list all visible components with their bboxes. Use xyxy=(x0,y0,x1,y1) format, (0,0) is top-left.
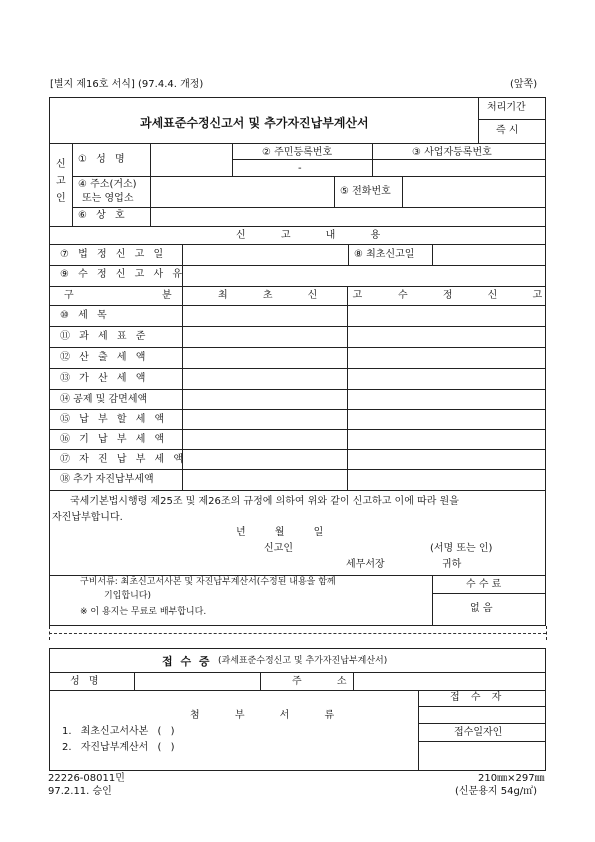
address-label-1: ④ 주소(거소) xyxy=(78,179,137,190)
cut-line xyxy=(49,633,546,634)
declaration-office: 세무서장 xyxy=(346,559,385,570)
footer-size: 210㎜×297㎜ xyxy=(478,773,545,784)
resident-number-dash: - xyxy=(298,163,302,174)
col-category-a: 구 xyxy=(64,290,74,301)
reason-label: ⑨ 수 정 신 고 사 유 xyxy=(60,269,185,280)
receipt-title: 접 수 증 xyxy=(162,655,212,668)
row-computed-tax: ⑫ 산 출 세 액 xyxy=(60,352,149,363)
row-tax-payable: ⑮ 납 부 할 세 액 xyxy=(60,414,168,425)
reporter-group-1: 신 xyxy=(56,159,66,170)
row-tax-paid: ⑯ 기 납 부 세 액 xyxy=(60,434,168,445)
receiver-label: 접 수 자 xyxy=(450,692,506,703)
footer-code: 22226-08011민 xyxy=(48,773,125,784)
resident-number-label: ② 주민등록번호 xyxy=(262,147,333,158)
receiver-seal-label: 접수일자인 xyxy=(454,727,503,738)
page-side-label: (앞쪽) xyxy=(510,79,538,90)
row-deduction: ⑭ 공제 및 감면세액 xyxy=(60,394,148,405)
footer-approved: 97.2.11. 승인 xyxy=(48,786,112,797)
form-title: 과세표준수정신고서 및 추가자진납부계산서 xyxy=(140,116,369,130)
processing-period-label: 처리기간 xyxy=(487,102,526,113)
documents-note: ※ 이 용지는 무료로 배부합니다. xyxy=(80,607,207,617)
documents-line-2: 기입합니다) xyxy=(104,591,151,601)
footer-paper: (신문용지 54g/㎡) xyxy=(455,786,538,797)
address-label-2: 또는 영업소 xyxy=(82,193,134,204)
attached-item-2: 2. 자진납부계산서 ( ) xyxy=(62,742,175,753)
processing-period-value: 즉 시 xyxy=(496,125,519,136)
reporter-group-2: 고 xyxy=(56,176,66,187)
name-label: ① 성 명 xyxy=(78,154,128,165)
declaration-date: 년 월 일 xyxy=(236,527,324,538)
row-additional-tax: ⑬ 가 산 세 액 xyxy=(60,373,149,384)
row-tax-base: ⑪ 과 세 표 준 xyxy=(60,331,149,342)
fee-value: 없 음 xyxy=(470,603,493,614)
reporter-group-3: 인 xyxy=(56,193,66,204)
business-number-label: ③ 사업자등록번호 xyxy=(412,147,492,158)
declaration-reporter: 신고인 xyxy=(264,543,293,554)
declaration-sign: (서명 또는 인) xyxy=(430,543,493,554)
row-additional-payment: ⑱ 추가 자진납부세액 xyxy=(60,474,154,485)
phone-label: ⑤ 전화번호 xyxy=(340,186,391,197)
attached-docs-label: 첨 부 서 류 xyxy=(190,710,351,721)
documents-line-1: 구비서류: 최초신고서사본 및 자진납부계산서(수정된 내용을 함께 xyxy=(80,577,336,587)
declaration-line-2: 자진납부합니다. xyxy=(52,512,123,523)
content-header: 신 고 내 용 xyxy=(236,230,397,241)
receipt-title-sub: (과세표준수정신고 및 추가자진납부계산서) xyxy=(218,656,388,666)
col-amended-report: 수 정 신 고 xyxy=(398,290,559,301)
declaration-line-1: 국세기본법시행령 제25조 및 제26조의 규정에 의하여 위와 같이 신고하고 이에 따라 원을 xyxy=(70,496,459,507)
receipt-name-label: 성 명 xyxy=(70,676,102,687)
col-initial-report: 최 초 신 고 xyxy=(218,290,379,301)
fee-label: 수 수 료 xyxy=(466,579,502,590)
receipt-address-label: 주 소 xyxy=(292,676,363,687)
col-category-b: 분 xyxy=(162,290,172,301)
trade-name-label: ⑥ 상 호 xyxy=(78,210,128,221)
legal-date-label: ⑦ 법 정 신 고 일 xyxy=(60,249,167,260)
row-self-payment: ⑰ 자 진 납 부 세 액 xyxy=(60,454,187,465)
declaration-honorific: 귀하 xyxy=(442,559,462,570)
attached-item-1: 1. 최초신고서사본 ( ) xyxy=(62,726,175,737)
first-date-label: ⑧ 최초신고일 xyxy=(354,249,415,260)
form-reference: [별지 제16호 서식] (97.4.4. 개정) xyxy=(50,79,204,90)
row-tax-item: ⑩ 세 목 xyxy=(60,310,110,321)
